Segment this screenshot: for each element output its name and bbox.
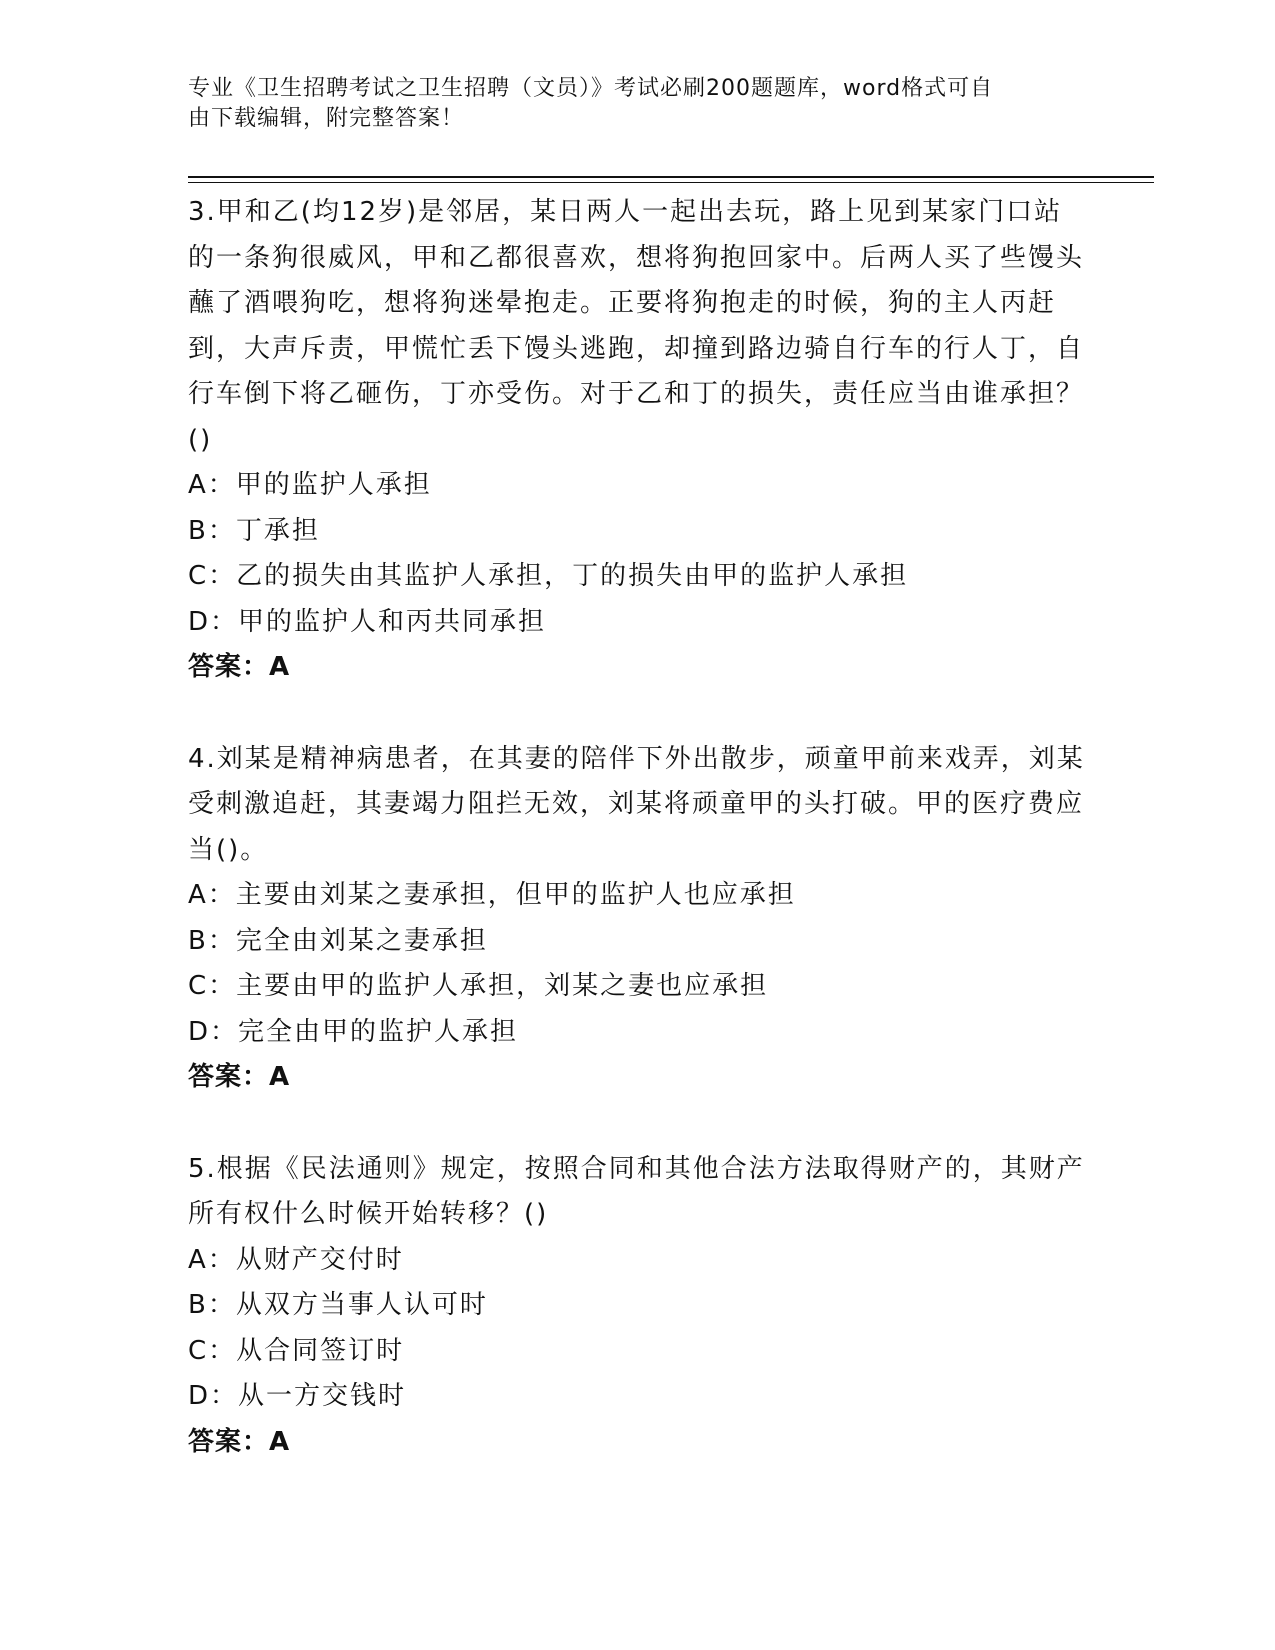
question-4 — [188, 737, 1088, 1101]
answer: 答案：A — [188, 1062, 291, 1092]
option-b: B：从双方当事人认可时 — [188, 1290, 488, 1320]
answer: 答案：A — [188, 1426, 291, 1457]
option-a: A：从财产交付时 — [188, 1244, 404, 1275]
option-d: D：完全由甲的监护人承担 — [188, 1016, 519, 1047]
option-c: C：主要由甲的监护人承担，刘某之妻也应承担 — [188, 971, 769, 1001]
option-b: B：完全由刘某之妻承担 — [188, 925, 488, 956]
question-spacer — [188, 1101, 1088, 1147]
option-a: A：甲的监护人承担 — [188, 470, 432, 500]
question-3 — [188, 190, 1088, 691]
question-list — [188, 190, 1088, 1465]
question-text: 5.根据《民法通则》规定，按照合同和其他合法方法取得财产的，其财产所有权什么时候开始转移？() — [188, 1153, 1085, 1229]
answer: 答案：A — [188, 652, 291, 682]
option-d: D：甲的监护人和丙共同承担 — [188, 606, 547, 637]
question-text: 4.刘某是精神病患者，在其妻的陪伴下外出散步，顽童甲前来戏弄，刘某受刺激追赶，其妻竭力阻拦无效，刘某将顽童甲的头打破。甲的医疗费应当()。 — [188, 743, 1085, 865]
option-b: B：丁承担 — [188, 515, 320, 546]
question-spacer — [188, 691, 1088, 737]
header-line-1: 专业《卫生招聘考试之卫生招聘（文员）》考试必刷200题题库，word格式可自 — [188, 76, 994, 101]
header-rule-thick — [188, 176, 1154, 178]
question-text: 3.甲和乙(均12岁)是邻居，某日两人一起出去玩，路上见到某家门口站的一条狗很威风，甲和乙都很喜欢，想将狗抱回家中。后两人买了些馒头蘸了酒喂狗吃，想将狗迷晕抱走。正要将狗抱走的时候，狗的主人丙赶到，大声斥责，甲慌忙丢下馒头逃跑，却撞到路边骑自行车的行人丁，自行车倒下将乙砸伤，丁亦受伤。对于乙和丁的损失，责任应当由谁承担？() — [188, 197, 1085, 455]
document-header — [188, 74, 1068, 134]
question-5 — [188, 1147, 1088, 1466]
option-d: D：从一方交钱时 — [188, 1381, 407, 1411]
option-a: A：主要由刘某之妻承担，但甲的监护人也应承担 — [188, 880, 796, 910]
header-line-2: 由下载编辑，附完整答案！ — [188, 106, 465, 131]
option-c: C：乙的损失由其监护人承担，丁的损失由甲的监护人承担 — [188, 561, 909, 591]
header-rule-thin — [188, 182, 1154, 183]
option-c: C：从合同签订时 — [188, 1335, 405, 1366]
